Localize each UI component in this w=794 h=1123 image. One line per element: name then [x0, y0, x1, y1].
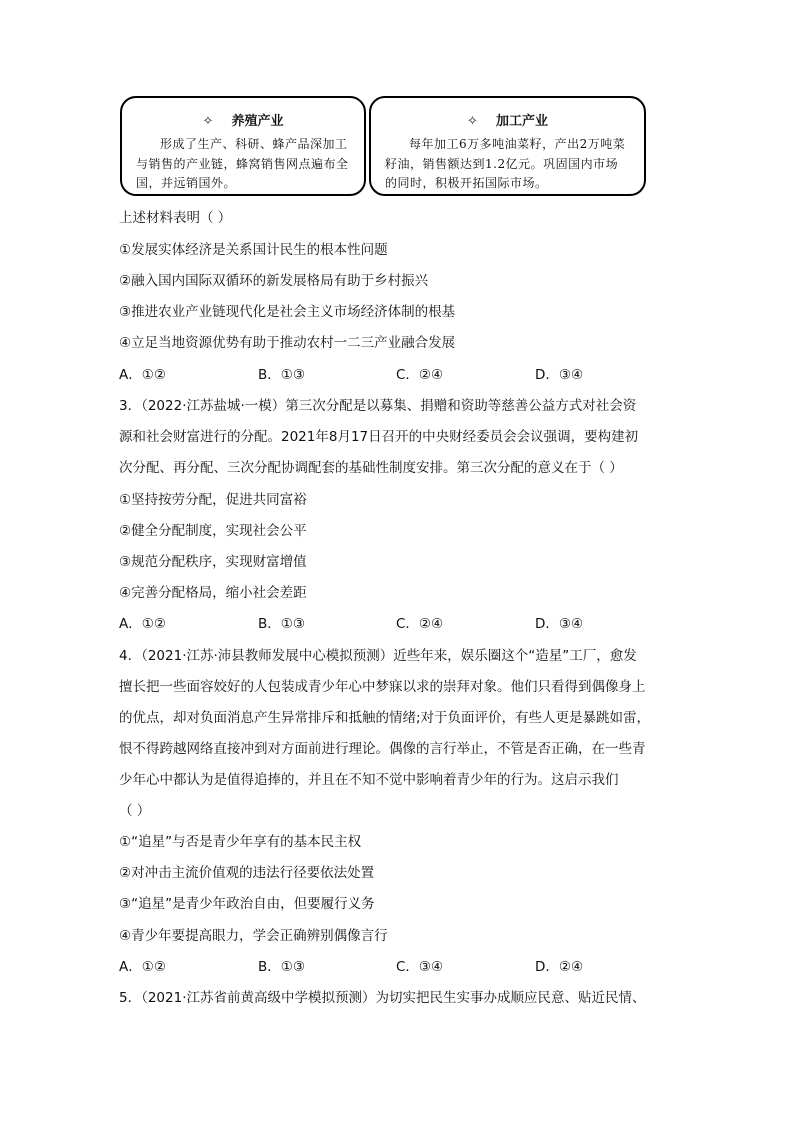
question-stem: 上述材料表明（ ） — [119, 210, 232, 226]
processing-industry-card — [369, 96, 646, 196]
statement-2: ②融入国内国际双循环的新发展格局有助于乡村振兴 — [119, 273, 429, 289]
statement-3: ③推进农业产业链现代化是社会主义市场经济体制的根基 — [119, 304, 456, 320]
card-body: 形成了生产、科研、蜂产品深加工与销售的产业链，蜂窝销售网点遍布全国，并远销国外。 — [136, 137, 349, 190]
question-4-line-2: 擅长把一些面容姣好的人包装成青少年心中梦寐以求的崇拜对象。他们只看得到偶像身上 — [119, 679, 646, 695]
sparkle-icon: ✧ — [467, 114, 478, 129]
question-3-line-1: 3．（2022·江苏盐城·一模）第三次分配是以募集、捐赠和资助等慈善公益方式对社会资 — [119, 398, 637, 414]
option-a[interactable]: A．①② — [119, 616, 166, 632]
option-c[interactable]: C．②④ — [396, 616, 444, 632]
question-3-line-2: 源和社会财富进行的分配。2021年8月17日召开的中央财经委员会会议强调，要构建初 — [119, 429, 639, 445]
statement-4: ④青少年要提高眼力，学会正确辨别偶像言行 — [119, 928, 388, 944]
question-4-line-1: 4．（2021·江苏·沛县教师发展中心模拟预测）近些年来，娱乐圈这个“造星”工厂，愈发 — [119, 648, 637, 664]
statement-4: ④完善分配格局，缩小社会差距 — [119, 585, 307, 601]
card-title-text: 养殖产业 — [231, 114, 284, 129]
question-4-line-5: 少年心中都认为是值得追捧的，并且在不知不觉中影响着青少年的行为。这启示我们 — [119, 772, 619, 788]
statement-4: ④立足当地资源优势有助于推动农村一二三产业融合发展 — [119, 335, 456, 351]
option-a[interactable]: A．①② — [119, 367, 166, 383]
card-title — [136, 110, 350, 129]
option-c[interactable]: C．②④ — [396, 367, 444, 383]
card-body: 每年加工6万多吨油菜籽，产出2万吨菜籽油，销售额达到1.2亿元。巩固国内市场的同时，积极开拓国际市场。 — [385, 137, 626, 190]
statement-3: ③规范分配秩序，实现财富增值 — [119, 554, 307, 570]
option-d[interactable]: D．③④ — [535, 616, 584, 632]
question-4-line-4: 恨不得跨越网络直接冲到对方面前进行理论。偶像的言行举止，不管是否正确，在一些青 — [119, 741, 646, 757]
question-3-line-3: 次分配、再分配、三次分配协调配套的基础性制度安排。第三次分配的意义在于（ ） — [119, 460, 623, 476]
option-c[interactable]: C．③④ — [396, 959, 444, 975]
option-d[interactable]: D．②④ — [535, 959, 584, 975]
option-b[interactable]: B．①③ — [258, 959, 305, 975]
option-d[interactable]: D．③④ — [535, 367, 584, 383]
question-5-line-1: 5．（2021·江苏省前黄高级中学模拟预测）为切实把民生实事办成顺应民意、贴近民情、 — [119, 990, 646, 1006]
option-b[interactable]: B．①③ — [258, 367, 305, 383]
card-title-text: 加工产业 — [495, 114, 548, 129]
option-b[interactable]: B．①③ — [258, 616, 305, 632]
question-4-line-6: （ ） — [119, 803, 151, 819]
statement-2: ②健全分配制度，实现社会公平 — [119, 523, 307, 539]
statement-1: ①发展实体经济是关系国计民生的根本性问题 — [119, 242, 388, 258]
statement-3: ③“追星”是青少年政治自由，但要履行义务 — [119, 896, 375, 912]
statement-1: ①坚持按劳分配，促进共同富裕 — [119, 492, 307, 508]
option-a[interactable]: A．①② — [119, 959, 166, 975]
statement-1: ①“追星”与否是青少年享有的基本民主权 — [119, 834, 362, 850]
question-4-line-3: 的优点，却对负面消息产生异常排斥和抵触的情绪;对于负面评价，有些人更是暴跳如雷， — [119, 710, 651, 726]
breeding-industry-card — [120, 96, 366, 196]
sparkle-icon: ✧ — [202, 114, 214, 129]
card-title — [385, 110, 630, 129]
statement-2: ②对冲击主流价值观的违法行径要依法处置 — [119, 865, 375, 881]
